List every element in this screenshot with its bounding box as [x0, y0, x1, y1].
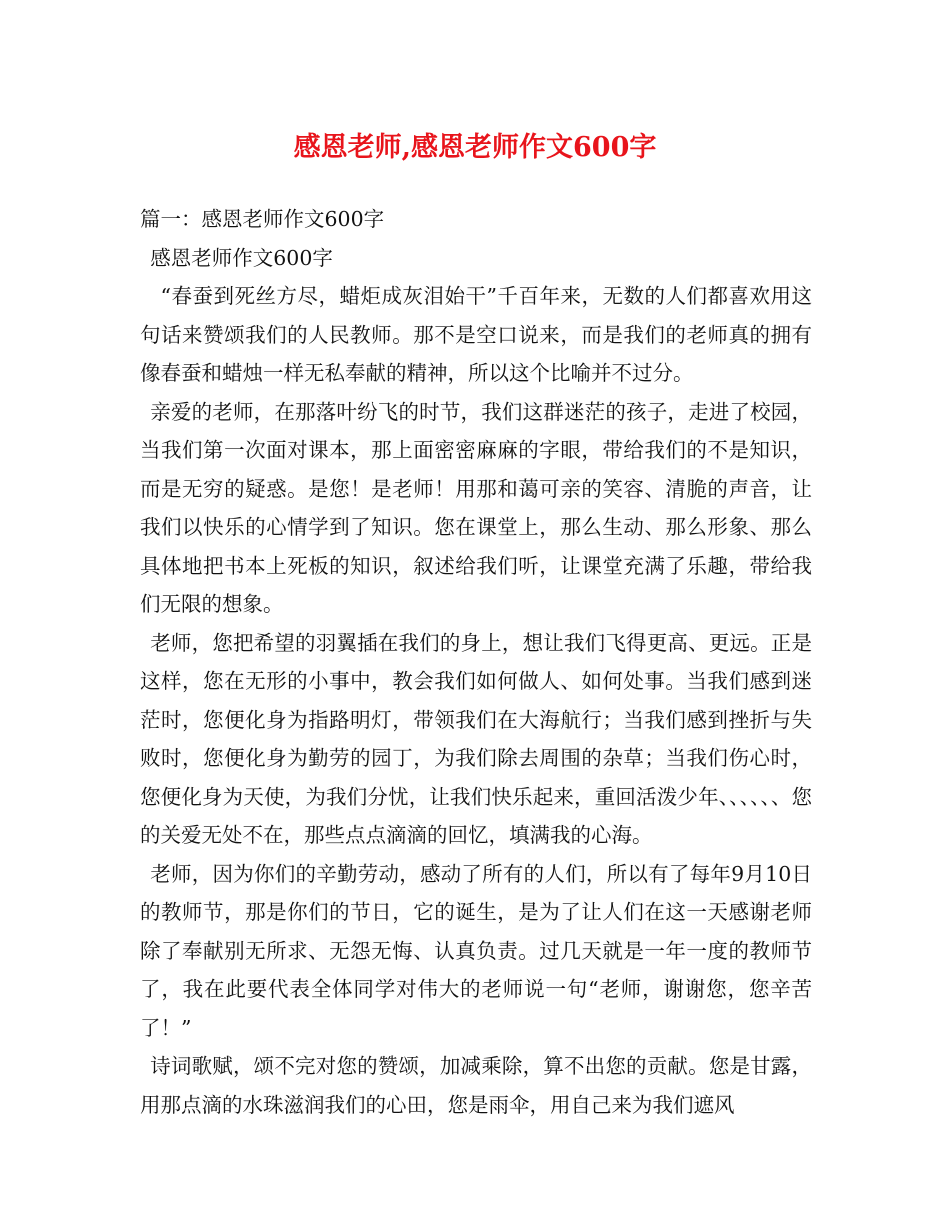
paragraph: 老师，您把希望的羽翼插在我们的身上，想让我们飞得更高、更远。正是这样，您在无形的小事中，教会我们如何做人、如何处事。当我们感到迷茫时，您便化身为指路明灯，带领我们在大海航行；当我们感到挫折与失败时，您便化身为勤劳的园丁，为我们除去周围的杂草；当我们伤心时，您便化身为天使，为我们分忧，让我们快乐起来，重回活泼少年、、、、、、您的关爱无处不在，那些点点滴滴的回忆，填满我的心海。: [140, 630, 812, 847]
document-body: [140, 200, 812, 1124]
paragraph: 老师，因为你们的辛勤劳动，感动了所有的人们，所以有了每年9月10日的教师节，那是你们的节日，它的诞生，是为了让人们在这一天感谢老师除了奉献别无所求、无怨无悔、认真负责。过几天就是一年一度的教师节了，我在此要代表全体同学对伟大的老师说一句“老师，谢谢您，您辛苦了！”: [140, 861, 812, 1040]
sub-heading: 感恩老师作文600字: [150, 245, 333, 270]
document-title: 感恩老师,感恩老师作文600字: [293, 132, 657, 163]
paragraph: “春蚕到死丝方尽，蜡炬成灰泪始干”千百年来，无数的人们都喜欢用这句话来赞颂我们的人民教师。那不是空口说来，而是我们的老师真的拥有像春蚕和蜡烛一样无私奉献的精神，所以这个比喻并不过分。: [140, 284, 812, 385]
paragraph: 诗词歌赋，颂不完对您的赞颂，加减乘除，算不出您的贡献。您是甘露，用那点滴的水珠滋润我们的心田，您是雨伞，用自己来为我们遮风: [140, 1054, 812, 1117]
paragraph: 亲爱的老师，在那落叶纷飞的时节，我们这群迷茫的孩子，走进了校园，当我们第一次面对课本，那上面密密麻麻的字眼，带给我们的不是知识，而是无穷的疑惑。是您！是老师！用那和蔼可亲的笑容、清脆的声音，让我们以快乐的心情学到了知识。您在课堂上，那么生动、那么形象、那么具体地把书本上死板的知识，叙述给我们听，让课堂充满了乐趣，带给我们无限的想象。: [140, 399, 812, 616]
section-heading: 篇一：感恩老师作文600字: [140, 207, 385, 231]
